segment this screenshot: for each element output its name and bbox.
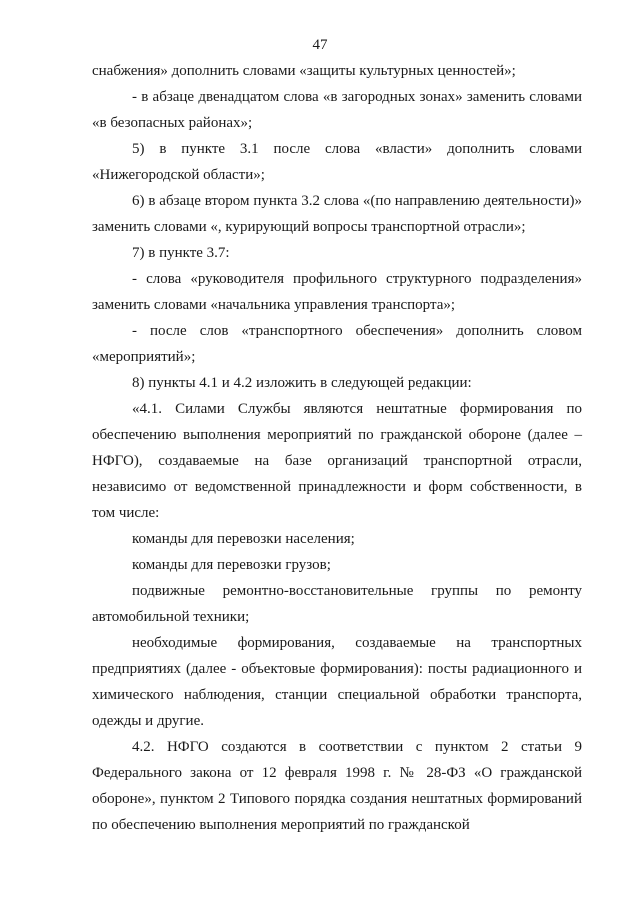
paragraph-10: команды для перевозки населения;: [132, 531, 355, 547]
paragraph-13: необходимые формирования, создаваемые на транспортных предприятиях (далее - объектовые формирования): посты радиационного и химического наблюдения, станции специальной обработки транспорта, одежды и другие.: [92, 635, 582, 729]
paragraph-14: 4.2. НФГО создаются в соответствии с пунктом 2 статьи 9 Федерального закона от 12 февраля 1998 г. № 28-ФЗ «О гражданской обороне», пунктом 2 Типового порядка создания нештатных формирований по обеспечению выполнения мероприятий по гражданской: [92, 739, 582, 833]
paragraph-3: 5) в пункте 3.1 после слова «власти» дополнить словами «Нижегородской области»;: [92, 141, 582, 183]
paragraph-6: - слова «руководителя профильного структурного подразделения» заменить словами «начальника управления транспорта»;: [92, 271, 582, 313]
paragraph-7: - после слов «транспортного обеспечения» дополнить словом «мероприятий»;: [92, 323, 582, 365]
paragraph-5: 7) в пункте 3.7:: [132, 245, 230, 261]
paragraph-4: 6) в абзаце втором пункта 3.2 слова «(по направлению деятельности)» заменить словами «, курирующий вопросы транспортной отрасли»;: [92, 193, 582, 235]
paragraph-11: команды для перевозки грузов;: [132, 557, 331, 573]
paragraph-12: подвижные ремонтно-восстановительные группы по ремонту автомобильной техники;: [92, 583, 582, 625]
paragraph-1: снабжения» дополнить словами «защиты культурных ценностей»;: [92, 63, 516, 79]
document-body: [92, 58, 582, 838]
paragraph-2: - в абзаце двенадцатом слова «в загородных зонах» заменить словами «в безопасных районах»;: [92, 89, 582, 131]
page-number: 47: [312, 37, 328, 53]
paragraph-9: «4.1. Силами Службы являются нештатные формирования по обеспечению выполнения мероприятий по гражданской обороне (далее – НФГО), создаваемые на базе организаций транспортной отрасли, независимо от ведомственной принадлежности и форм собственности, в том числе:: [92, 401, 582, 521]
paragraph-8: 8) пункты 4.1 и 4.2 изложить в следующей редакции:: [132, 375, 472, 391]
